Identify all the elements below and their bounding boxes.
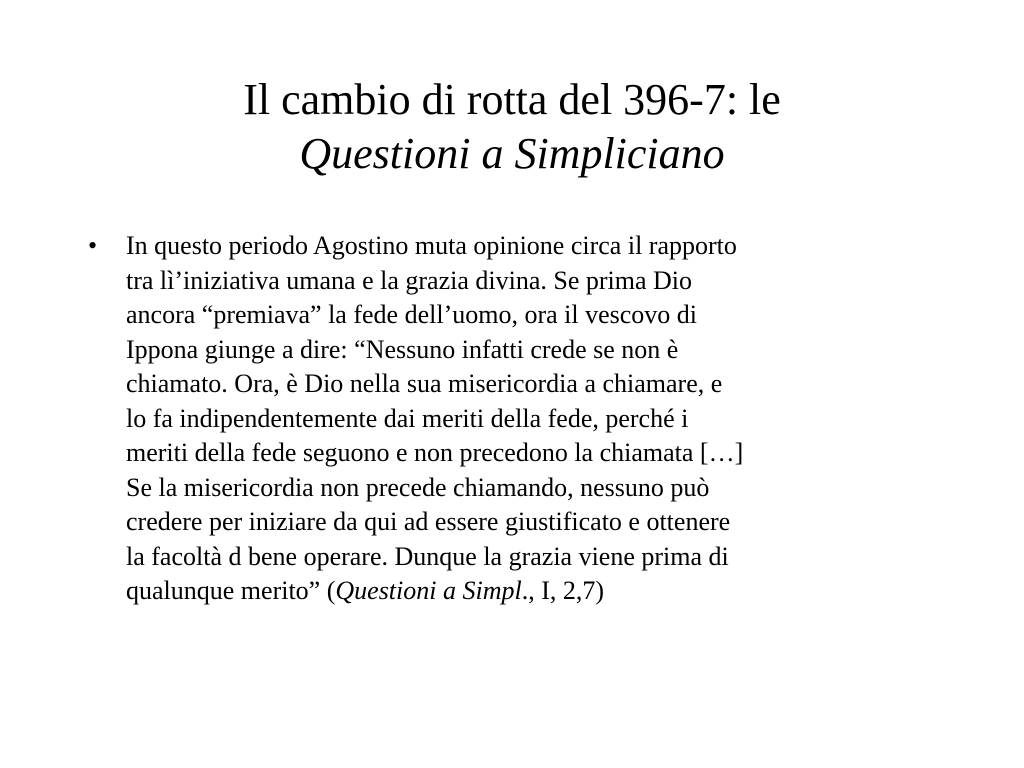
bullet-icon: • bbox=[88, 231, 98, 260]
title-line-1: Il cambio di rotta del 396-7: le bbox=[243, 75, 781, 124]
title-line-2: Questioni a Simpliciano bbox=[299, 129, 725, 178]
bullet-item bbox=[88, 229, 948, 609]
citation-reference: ., I, 2,7) bbox=[521, 576, 605, 605]
slide-title bbox=[60, 73, 964, 181]
citation-title: Questioni a Simpl bbox=[335, 576, 522, 605]
bullet-list bbox=[88, 229, 948, 609]
quote-text: In questo periodo Agostino muta opinione circa il rapporto tra lì’iniziativa umana e la grazia divina. Se prima Dio ancora “premiava” la fede dell’uomo, ora il vescovo di Ippona giunge a dire: “Nessuno infatti crede se non è chiamato. Ora, è Dio nella sua misericordia a chiamare, e lo fa indipendentemente dai meriti della fede, perché i meriti della fede seguono e non precedono la chiamata […] Se la misericordia non precede chiamando, nessuno può credere per iniziare da qui ad essere giustificato e ottenere la facoltà d bene operare. Dunque la grazia viene prima di qualunque merito” ( bbox=[126, 231, 744, 605]
bullet-text bbox=[126, 229, 948, 609]
